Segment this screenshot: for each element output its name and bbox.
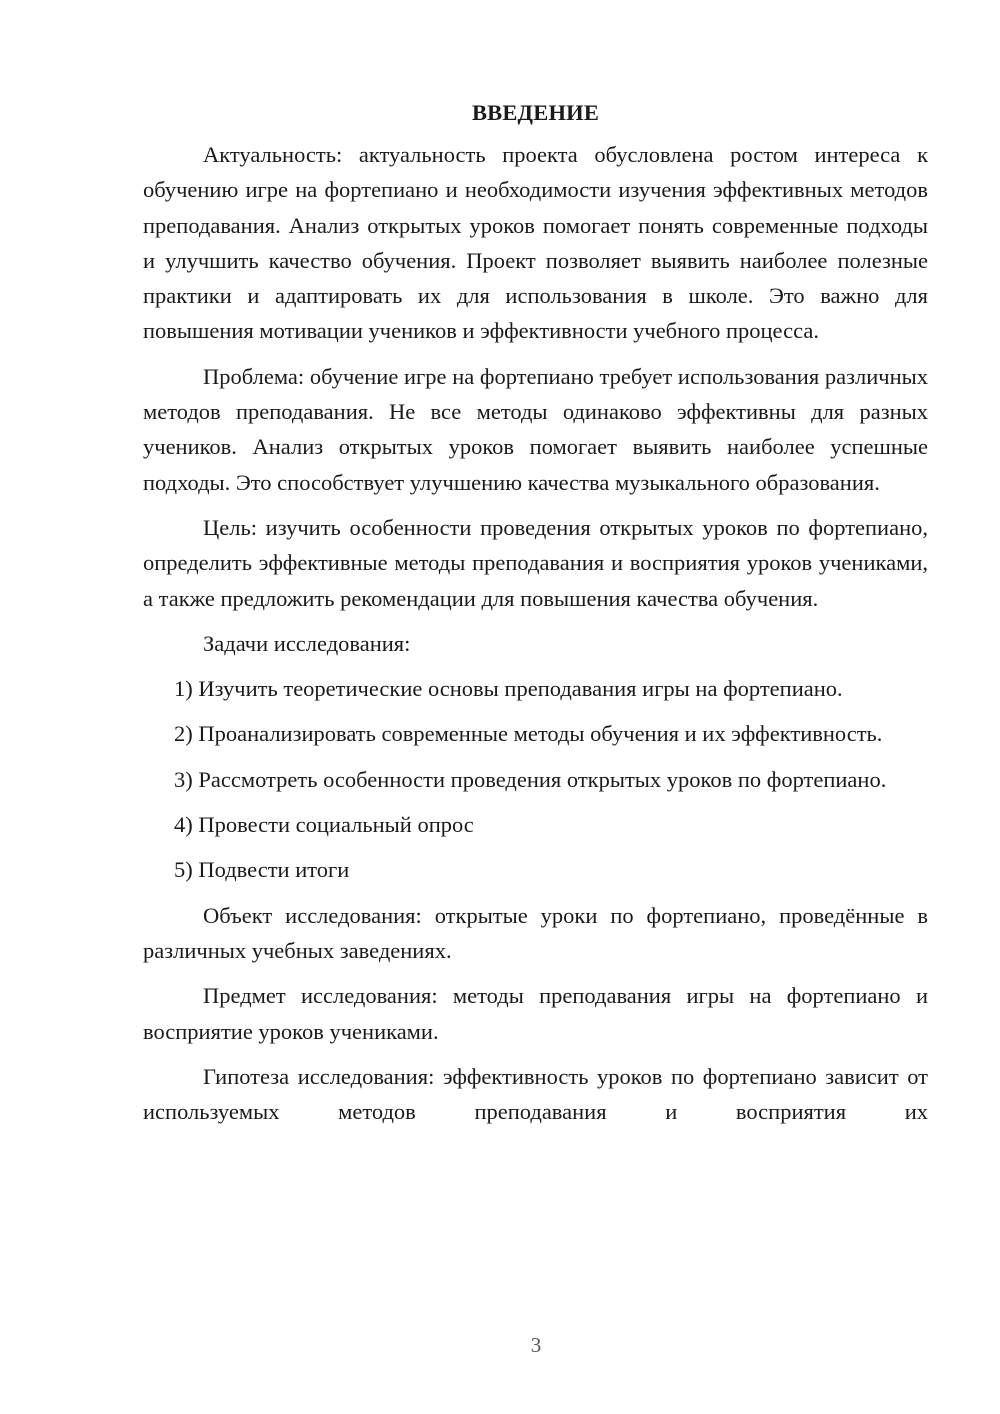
paragraph-problem: Проблема: обучение игре на фортепиано требует использования различных методов преподавания. Не все методы одинаково эффективны для разных учеников. Анализ открытых уроков помогает выявить наиболее успешные подходы. Это способствует улучшению качества музыкального образования. (143, 363, 928, 495)
paragraph-relevance: Актуальность: актуальность проекта обусловлена ростом интереса к обучению игре на фортепиано и необходимости изучения эффективных методов преподавания. Анализ открытых уроков помогает понять современные подходы и улучшить качество обучения. Проект позволяет выявить наиболее полезные практики и адаптировать их для использования в школе. Это важно для повышения мотивации учеников и эффективности учебного процесса. (143, 142, 928, 344)
task-item-3: 3) Рассмотреть особенности проведения открытых уроков по фортепиано. (174, 766, 887, 792)
page-number: 3 (530, 1333, 542, 1357)
section-heading: ВВЕДЕНИЕ (471, 100, 600, 125)
task-item-2: 2) Проанализировать современные методы обучения и их эффективность. (174, 721, 883, 747)
task-item-1: 1) Изучить теоретические основы преподавания игры на фортепиано. (174, 676, 843, 702)
page-content (143, 95, 928, 1129)
paragraph-object: Объект исследования: открытые уроки по фортепиано, проведённые в различных учебных заведениях. (143, 902, 928, 963)
task-item-5: 5) Подвести итоги (174, 857, 350, 883)
paragraph-hypothesis: Гипотеза исследования: эффективность уроков по фортепиано зависит от используемых методов преподавания и восприятия их (143, 1063, 928, 1125)
task-item-4: 4) Провести социальный опрос (174, 812, 474, 838)
paragraph-subject: Предмет исследования: методы преподавания игры на фортепиано и восприятие уроков учениками. (143, 983, 928, 1044)
tasks-heading: Задачи исследования: (203, 630, 411, 656)
paragraph-goal: Цель: изучить особенности проведения открытых уроков по фортепиано, определить эффективные методы преподавания и восприятия уроков учениками, а также предложить рекомендации для повышения качества обучения. (143, 514, 928, 611)
